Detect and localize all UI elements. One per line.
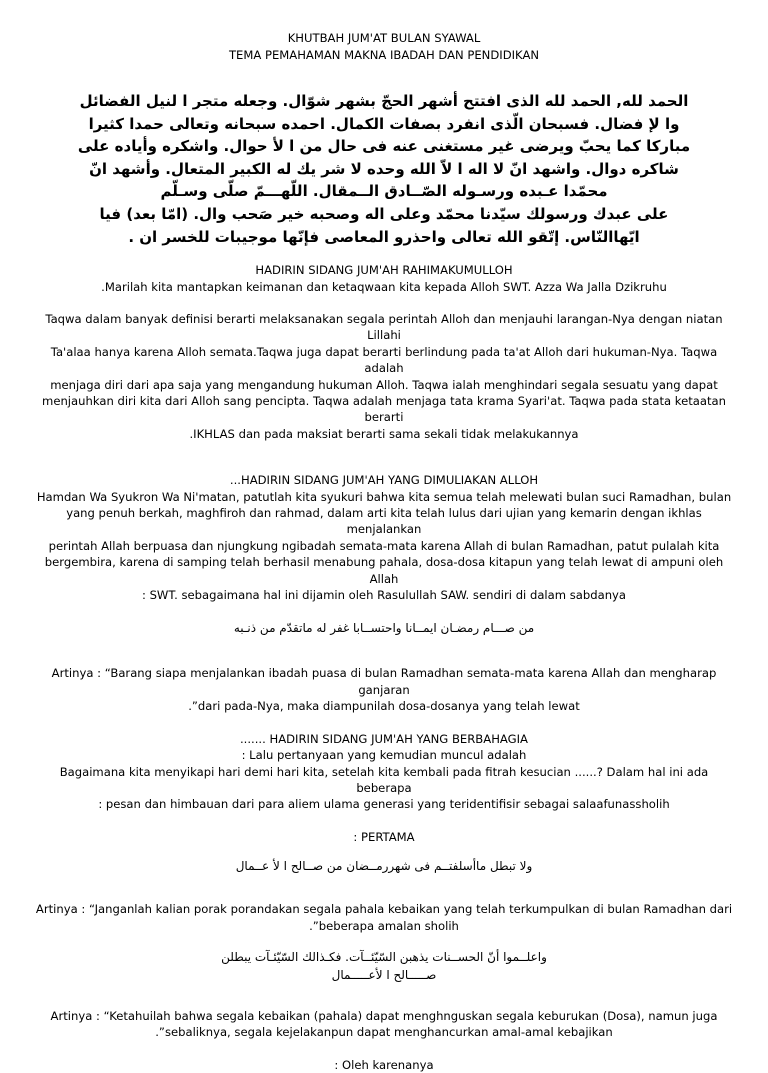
ramadhan-paragraph [34, 489, 734, 604]
section-line: .Marilah kita mantapkan keimanan dan ketaqwaan kita kepada Alloh SWT. Azza Wa Jalla Dzikruhu [101, 279, 667, 294]
document-title: KHUTBAH JUM'AT BULAN SYAWAL [287, 31, 481, 45]
document-theme: TEMA PEMAHAMAN MAKNA IBADAH DAN PENDIDIKAN [228, 48, 540, 62]
pertama-arabic: ولا تبطل ماأسلفتــم فى شهررمــضان من صــالح ا لأ عــمال [235, 859, 533, 874]
translation-line: Artinya : “Janganlah kalian porak porandakan segala pahala kebaikan yang telah terkumpulkan di bulan Ramadhan dari [35, 902, 733, 917]
pertama-arabic-2: واعلــموا أنّ الحســنات يذهبن السّيّئــآت. فكـذالك السّيّئـآت يبطلن [221, 949, 547, 964]
hadith-arabic: من صـــام رمضـان ايمــانا واحتســابا غفر له ماتقدّم من ذنـبه [233, 621, 535, 636]
paragraph-line: .IKHLAS dan pada maksiat berarti sama sekali tidak melakukannya [189, 426, 579, 441]
paragraph-line: : SWT. sebagaimana hal ini dijamin oleh Rasulullah SAW. sendiri di dalam sabdanya [141, 588, 627, 603]
opening-arabic-block [34, 90, 734, 248]
translation-line: .”beberapa amalan sholih [309, 918, 459, 933]
arabic-line: مباركا كما يحبّ ويرضى غير مستغنى عنه فى حال من ا لأ حوال. واشكره وأياده على [77, 137, 691, 156]
section-heading: HADIRIN SIDANG JUM'AH RAHIMAKUMULLOH [255, 263, 513, 278]
translation-line: .”dari pada-Nya, maka diampunilah dosa-dosanya yang telah lewat [188, 699, 580, 714]
paragraph-line: : pesan dan himbauan dari para aliem ulama generasi yang teridentifisir sebagai salaafunassholih [98, 797, 670, 812]
paragraph-line: Hamdan Wa Syukron Wa Ni'matan, patutlah kita syukuri bahwa kita semua telah melewati bulan suci Ramadhan, bulan [36, 489, 732, 504]
pertama-arabic-2: صـــــالح ا لأعـــــمال [331, 967, 437, 982]
paragraph-line: Taqwa dalam banyak definisi berarti melaksanakan segala perintah Alloh dan menjauhi larangan-Nya dengan niatan Lillahi [45, 311, 723, 343]
arabic-line: الحمد لله, الحمد لله الذى افتتح أشهر الحجّ بشهر شوّال. وجعله متجر ا لنيل الفضائل [79, 92, 689, 110]
khutbah-document [34, 30, 734, 1073]
paragraph-line: Ta'alaa hanya karena Alloh semata.Taqwa juga dapat berarti berlindung pada ta'at Alloh dari hukuman-Nya. Taqwa adalah [50, 344, 718, 376]
arabic-line: محمّدا عـبده ورسـوله الصّــادق الــمقال. اللّهـــمّ صلّى وسـلّم [160, 182, 608, 201]
arabic-line: على عبدك ورسولك سيّدنا محمّد وعلى اله وصحبه خير صَحب وال. (امّا بعد) فيا [99, 204, 669, 223]
translation-line: Artinya : “Ketahuilah bahwa segala kebaikan (pahala) dapat menghnguskan segala keburukan (Dosa), namun juga [50, 1008, 718, 1023]
paragraph-line: menjaga diri dari apa saja yang mengandung hukuman Alloh. Taqwa ialah menghindari segala sesuatu yang dapat [50, 377, 718, 392]
paragraph-line: yang penuh berkah, maghfiroh dan rahmad, dalam arti kita telah lulus dari ujian yang kemarin dengan ikhlas menjalankan [66, 506, 702, 537]
paragraph-line: bergembira, karena di samping telah berhasil menabung pahala, dosa-dosa kitapun yang telah lewat di ampuni oleh Allah [44, 555, 724, 586]
pertama-label: : PERTAMA [353, 829, 415, 844]
paragraph-line: perintah Allah berpuasa dan njungkung ngibadah semata-mata karena Allah di bulan Ramadhan, patut pulalah kita [48, 538, 720, 553]
arabic-line: شاكره دوال. واشهد انّ لا اله ا لاّ الله وحده لا شر يك له الكبير المتعال. وأشهد انّ [89, 159, 679, 178]
section-heading: ...HADIRIN SIDANG JUM'AH YANG DIMULIAKAN ALLOH [229, 473, 539, 488]
taqwa-paragraph [34, 311, 734, 442]
closing-line: : Oleh karenanya [334, 1057, 434, 1072]
arabic-line: ايّهاالنّاس. إتّقو الله تعالى واحذرو المعاصى فإنّها موجيبات للخسر ان . [128, 227, 640, 246]
translation-line: .”sebaliknya, segala kejelakanpun dapat menghancurkan amal-amal kebajikan [155, 1025, 613, 1040]
section-heading: ....... HADIRIN SIDANG JUM'AH YANG BERBAHAGIA [240, 731, 528, 746]
arabic-line: وا لإ فضال. فسبحان الّذى انفرد بصفات الكمال. احمده سبحانه وتعالى حمدا كثيرا [88, 114, 680, 133]
paragraph-line: menjauhkan diri kita dari Alloh sang pencipta. Taqwa adalah menjaga tata krama Syari'at. Taqwa pada stata ketaatan berarti [42, 394, 726, 425]
question-intro: : Lalu pertanyaan yang kemudian muncul adalah [241, 748, 527, 763]
paragraph-line: Bagaimana kita menyikapi hari demi hari kita, setelah kita kembali pada fitrah kesucian ......? Dalam hal ini ada beberapa [59, 764, 709, 795]
translation-line: Artinya : “Barang siapa menjalankan ibadah puasa di bulan Ramadhan semata-mata karena Allah dan mengharap ganjaran [51, 666, 717, 697]
